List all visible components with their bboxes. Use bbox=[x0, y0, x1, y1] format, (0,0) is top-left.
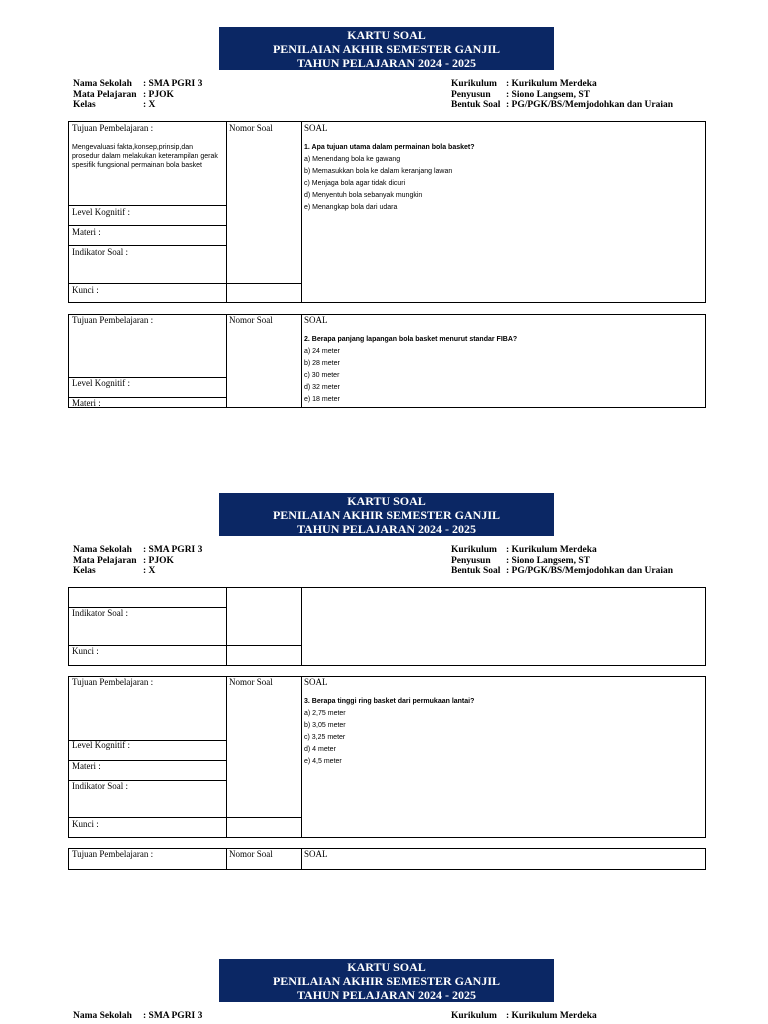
author-label: Penyusun bbox=[451, 555, 491, 566]
form-label: Bentuk Soal bbox=[451, 100, 501, 110]
tujuan-label: Tujuan Pembelajaran : bbox=[72, 315, 154, 325]
info-right bbox=[451, 79, 673, 111]
option-a: a) 2,75 meter bbox=[304, 710, 346, 717]
header-line-3: TAHUN PELAJARAN 2024 - 2025 bbox=[296, 56, 477, 70]
kunci-label: Kunci : bbox=[72, 646, 99, 656]
header-line-2: PENILAIAN AKHIR SEMESTER GANJIL bbox=[272, 42, 501, 56]
author-value: : Siono Langsem, ST bbox=[506, 555, 590, 566]
subject-label: Mata Pelajaran bbox=[73, 89, 137, 100]
option-b: b) 28 meter bbox=[304, 360, 340, 367]
header-banner bbox=[219, 27, 554, 70]
question-card-3 bbox=[68, 676, 706, 838]
header-banner bbox=[219, 493, 554, 536]
school-label: Nama Sekolah bbox=[73, 545, 132, 555]
school-value: : SMA PGRI 3 bbox=[143, 79, 203, 89]
curriculum-label: Kurikulum bbox=[451, 1011, 497, 1021]
option-b: b) Memasukkan bola ke dalam keranjang lawan bbox=[304, 168, 453, 175]
form-value: : PG/PGK/BS/Memjodohkan dan Uraian bbox=[506, 100, 674, 110]
option-e: e) Menangkap bola dari udara bbox=[304, 204, 398, 211]
tujuan-label: Tujuan Pembelajaran : bbox=[72, 123, 154, 133]
soal-label: SOAL bbox=[304, 677, 328, 687]
class-value: : X bbox=[143, 100, 156, 110]
curriculum-value: : Kurikulum Merdeka bbox=[506, 79, 597, 89]
nomor-soal-label: Nomor Soal bbox=[229, 315, 273, 325]
materi-label: Materi : bbox=[72, 227, 101, 237]
subject-label: Mata Pelajaran bbox=[73, 555, 137, 566]
form-value: : PG/PGK/BS/Memjodohkan dan Uraian bbox=[506, 566, 674, 576]
info-left bbox=[73, 1011, 202, 1022]
subject-value: : PJOK bbox=[143, 89, 174, 100]
info-right bbox=[451, 545, 673, 577]
option-c: c) 30 meter bbox=[304, 372, 340, 379]
soal-label: SOAL bbox=[304, 849, 328, 859]
level-kognitif-label: Level Kognitif : bbox=[72, 207, 130, 217]
header-line-1: KARTU SOAL bbox=[347, 960, 426, 974]
question-card-1 bbox=[68, 121, 706, 303]
school-label: Nama Sekolah bbox=[73, 1011, 132, 1021]
question-card-4 bbox=[68, 848, 706, 870]
subject-value: : PJOK bbox=[143, 555, 174, 566]
question-text: 3. Berapa tinggi ring basket dari permukaan lantai? bbox=[304, 698, 475, 705]
tujuan-label: Tujuan Pembelajaran : bbox=[72, 677, 154, 687]
question-card-2 bbox=[68, 314, 706, 408]
question-3 bbox=[304, 696, 474, 768]
curriculum-label: Kurikulum bbox=[451, 79, 497, 89]
info-right bbox=[451, 1011, 597, 1022]
option-c: c) 3,25 meter bbox=[304, 734, 346, 741]
tujuan-text: Mengevaluasi fakta,konsep,prinsip,dan prosedur dalam melakukan keterampilan gerak spesifik fungsional permainan bola basket bbox=[72, 144, 218, 169]
nomor-soal-label: Nomor Soal bbox=[229, 677, 273, 687]
materi-label: Materi : bbox=[72, 398, 101, 408]
header-line-2: PENILAIAN AKHIR SEMESTER GANJIL bbox=[272, 974, 501, 988]
level-kognitif-label: Level Kognitif : bbox=[72, 378, 130, 388]
header-banner bbox=[219, 959, 554, 1002]
header-line-1: KARTU SOAL bbox=[347, 28, 426, 42]
class-label: Kelas bbox=[73, 100, 96, 110]
option-d: d) 4 meter bbox=[304, 746, 336, 753]
school-label: Nama Sekolah bbox=[73, 79, 132, 89]
indikator-label: Indikator Soal : bbox=[72, 247, 128, 257]
header-line-2: PENILAIAN AKHIR SEMESTER GANJIL bbox=[272, 508, 501, 522]
option-a: a) 24 meter bbox=[304, 348, 340, 355]
form-label: Bentuk Soal bbox=[451, 566, 501, 576]
option-e: e) 4,5 meter bbox=[304, 758, 342, 765]
indikator-label: Indikator Soal : bbox=[72, 781, 128, 791]
author-label: Penyusun bbox=[451, 89, 491, 100]
option-b: b) 3,05 meter bbox=[304, 722, 346, 729]
question-text: 2. Berapa panjang lapangan bola basket menurut standar FIBA? bbox=[304, 336, 518, 343]
class-value: : X bbox=[143, 566, 156, 576]
curriculum-value: : Kurikulum Merdeka bbox=[506, 545, 597, 555]
option-d: d) Menyentuh bola sebanyak mungkin bbox=[304, 192, 423, 199]
header-line-3: TAHUN PELAJARAN 2024 - 2025 bbox=[296, 988, 477, 1002]
school-value: : SMA PGRI 3 bbox=[143, 1011, 203, 1021]
tujuan-label: Tujuan Pembelajaran : bbox=[72, 849, 154, 859]
info-left bbox=[73, 79, 202, 111]
class-label: Kelas bbox=[73, 566, 96, 576]
author-value: : Siono Langsem, ST bbox=[506, 89, 590, 100]
curriculum-label: Kurikulum bbox=[451, 545, 497, 555]
header-line-3: TAHUN PELAJARAN 2024 - 2025 bbox=[296, 522, 477, 536]
kunci-label: Kunci : bbox=[72, 285, 99, 295]
header-line-1: KARTU SOAL bbox=[347, 494, 426, 508]
info-left bbox=[73, 545, 202, 577]
option-e: e) 18 meter bbox=[304, 396, 340, 403]
nomor-soal-label: Nomor Soal bbox=[229, 123, 273, 133]
curriculum-value: : Kurikulum Merdeka bbox=[506, 1011, 597, 1021]
question-text: 1. Apa tujuan utama dalam permainan bola basket? bbox=[304, 144, 475, 151]
indikator-label: Indikator Soal : bbox=[72, 608, 128, 618]
nomor-soal-label: Nomor Soal bbox=[229, 849, 273, 859]
option-a: a) Menendang bola ke gawang bbox=[304, 156, 401, 163]
question-2 bbox=[304, 334, 517, 406]
school-value: : SMA PGRI 3 bbox=[143, 545, 203, 555]
kunci-label: Kunci : bbox=[72, 819, 99, 829]
materi-label: Materi : bbox=[72, 761, 101, 771]
question-card-2-continued bbox=[68, 587, 706, 666]
soal-label: SOAL bbox=[304, 315, 328, 325]
soal-label: SOAL bbox=[304, 123, 328, 133]
question-1 bbox=[304, 142, 475, 214]
option-d: d) 32 meter bbox=[304, 384, 340, 391]
option-c: c) Menjaga bola agar tidak dicuri bbox=[304, 180, 406, 187]
level-kognitif-label: Level Kognitif : bbox=[72, 740, 130, 750]
